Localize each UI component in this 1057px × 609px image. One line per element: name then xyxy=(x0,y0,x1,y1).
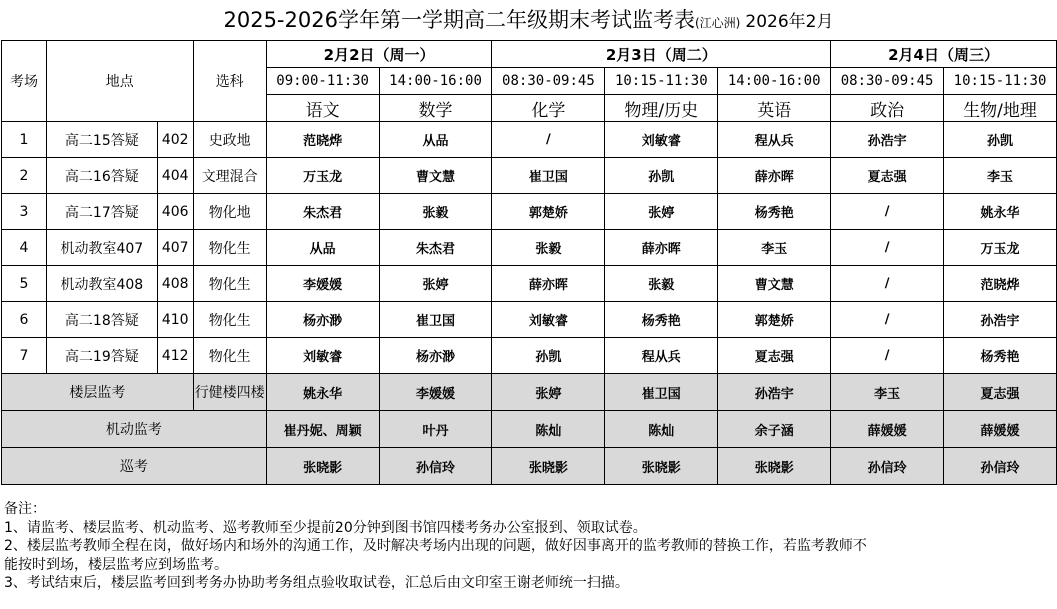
room-location: 高二16答疑 xyxy=(46,158,157,194)
invigilator-cell: 郭楚娇 xyxy=(718,302,831,338)
header-time: 14:00-16:00 xyxy=(379,68,492,95)
invigilator-cell: 朱杰君 xyxy=(379,230,492,266)
header-elective: 选科 xyxy=(193,41,266,122)
room-location: 机动教室408 xyxy=(46,266,157,302)
invigilator-cell: 崔卫国 xyxy=(492,158,605,194)
invigilator-cell: 李玉 xyxy=(944,158,1057,194)
invigilator-cell: 陈灿 xyxy=(605,411,718,448)
title-campus: (江心洲) xyxy=(694,16,741,30)
invigilator-cell: 薛亦晖 xyxy=(718,158,831,194)
invigilator-cell: 从品 xyxy=(266,230,379,266)
invigilator-cell: 刘敏睿 xyxy=(605,122,718,158)
invigilator-cell: 薛媛媛 xyxy=(831,411,944,448)
invigilator-cell: 张毅 xyxy=(605,266,718,302)
invigilator-cell: 杨秀艳 xyxy=(944,338,1057,374)
invigilator-cell: 张毅 xyxy=(492,230,605,266)
note-line: 2、楼层监考教师全程在岗，做好场内和场外的沟通工作，及时解决考场内出现的问题，做好因事离开的监考教师的替换工作，若监考教师不 xyxy=(4,538,867,554)
invigilator-cell: 孙信玲 xyxy=(831,448,944,485)
invigilator-cell: 杨亦渺 xyxy=(266,302,379,338)
table-row xyxy=(2,302,1057,338)
header-subject: 政治 xyxy=(831,95,944,122)
invigilator-cell: 李媛媛 xyxy=(266,266,379,302)
header-subject: 化学 xyxy=(492,95,605,122)
invigilator-cell: 孙浩宇 xyxy=(944,302,1057,338)
table-row xyxy=(2,338,1057,374)
header-time: 10:15-11:30 xyxy=(605,68,718,95)
invigilator-cell: 李媛媛 xyxy=(379,374,492,411)
invigilator-cell: 曹文慧 xyxy=(379,158,492,194)
invigilator-cell: / xyxy=(492,122,605,158)
page-title xyxy=(0,0,1057,40)
room-code: 402 xyxy=(157,122,193,158)
invigilator-cell: 张婷 xyxy=(492,374,605,411)
room-location: 高二17答疑 xyxy=(46,194,157,230)
notes-heading: 备注： xyxy=(4,501,46,517)
invigilator-cell: 孙凯 xyxy=(492,338,605,374)
invigilator-cell: 孙信玲 xyxy=(944,448,1057,485)
invigilator-cell: 夏志强 xyxy=(831,158,944,194)
invigilator-cell: 万玉龙 xyxy=(944,230,1057,266)
room-elective: 物化生 xyxy=(193,266,266,302)
room-code: 406 xyxy=(157,194,193,230)
invigilator-cell: 刘敏睿 xyxy=(266,338,379,374)
header-room: 考场 xyxy=(2,41,47,122)
room-elective: 物化生 xyxy=(193,230,266,266)
invigilator-cell: 张毅 xyxy=(379,194,492,230)
room-number: 5 xyxy=(2,266,47,302)
room-location: 高二19答疑 xyxy=(46,338,157,374)
room-code: 404 xyxy=(157,158,193,194)
room-elective: 史政地 xyxy=(193,122,266,158)
patrol-row xyxy=(2,448,1057,485)
room-elective: 物化地 xyxy=(193,194,266,230)
invigilator-cell: 薛媛媛 xyxy=(944,411,1057,448)
room-code: 407 xyxy=(157,230,193,266)
invigilator-cell: 程从兵 xyxy=(718,122,831,158)
room-elective: 文理混合 xyxy=(193,158,266,194)
invigilator-cell: 张晓影 xyxy=(605,448,718,485)
invigilator-cell: 孙信玲 xyxy=(379,448,492,485)
invigilator-cell: 杨秀艳 xyxy=(718,194,831,230)
header-time: 08:30-09:45 xyxy=(492,68,605,95)
room-location: 高二18答疑 xyxy=(46,302,157,338)
header-time: 10:15-11:30 xyxy=(944,68,1057,95)
header-time: 09:00-11:30 xyxy=(266,68,379,95)
invigilator-cell: 薛亦晖 xyxy=(605,230,718,266)
invigilator-cell: 余子涵 xyxy=(718,411,831,448)
notes xyxy=(4,500,1054,593)
invigilator-cell: 姚永华 xyxy=(944,194,1057,230)
mobile-label: 机动监考 xyxy=(2,411,267,448)
note-line: 1、请监考、楼层监考、机动监考、巡考教师至少提前20分钟到图书馆四楼考务办公室报到、领取试卷。 xyxy=(4,519,647,536)
mobile-supervision-row xyxy=(2,411,1057,448)
room-number: 2 xyxy=(2,158,47,194)
invigilator-cell: 从品 xyxy=(379,122,492,158)
room-code: 410 xyxy=(157,302,193,338)
invigilator-cell: 夏志强 xyxy=(718,338,831,374)
header-subject: 生物/地理 xyxy=(944,95,1057,122)
header-time: 14:00-16:00 xyxy=(718,68,831,95)
room-location: 高二15答疑 xyxy=(46,122,157,158)
table-row xyxy=(2,266,1057,302)
title-date: 2026年2月 xyxy=(745,12,834,32)
header-day-1: 2月2日（周一） xyxy=(266,41,492,68)
invigilator-cell: 杨秀艳 xyxy=(605,302,718,338)
room-code: 408 xyxy=(157,266,193,302)
invigilator-cell: / xyxy=(831,338,944,374)
invigilator-cell: / xyxy=(831,230,944,266)
invigilator-cell: 张婷 xyxy=(379,266,492,302)
room-location: 机动教室407 xyxy=(46,230,157,266)
invigilator-cell: 李玉 xyxy=(718,230,831,266)
floor-label: 楼层监考 xyxy=(2,374,194,411)
header-subject: 数学 xyxy=(379,95,492,122)
invigilator-cell: / xyxy=(831,266,944,302)
table-row xyxy=(2,158,1057,194)
invigilator-cell: 程从兵 xyxy=(605,338,718,374)
room-number: 3 xyxy=(2,194,47,230)
header-day-2: 2月3日（周二） xyxy=(492,41,831,68)
invigilator-cell: 张晓影 xyxy=(492,448,605,485)
invigilator-cell: 孙凯 xyxy=(944,122,1057,158)
invigilator-cell: 范晓烨 xyxy=(266,122,379,158)
invigilator-cell: 张婷 xyxy=(605,194,718,230)
invigilator-cell: 孙浩宇 xyxy=(718,374,831,411)
invigilator-cell: 孙浩宇 xyxy=(831,122,944,158)
invigilator-cell: 朱杰君 xyxy=(266,194,379,230)
table-row xyxy=(2,194,1057,230)
floor-supervision-row xyxy=(2,374,1057,411)
invigilator-cell: 姚永华 xyxy=(266,374,379,411)
invigilation-table xyxy=(1,40,1057,485)
room-code: 412 xyxy=(157,338,193,374)
invigilator-cell: 陈灿 xyxy=(492,411,605,448)
note-line: 能按时到场，楼层监考应到场监考。 xyxy=(4,556,228,573)
invigilator-cell: 李玉 xyxy=(831,374,944,411)
table-row xyxy=(2,230,1057,266)
invigilator-cell: / xyxy=(831,194,944,230)
floor-building: 行健楼四楼 xyxy=(193,374,266,411)
room-elective: 物化生 xyxy=(193,302,266,338)
invigilator-cell: 张晓影 xyxy=(718,448,831,485)
invigilator-cell: 郭楚娇 xyxy=(492,194,605,230)
invigilator-cell: 夏志强 xyxy=(944,374,1057,411)
invigilator-cell: 崔卫国 xyxy=(379,302,492,338)
invigilator-cell: 范晓烨 xyxy=(944,266,1057,302)
invigilator-cell: / xyxy=(831,302,944,338)
invigilator-cell: 孙凯 xyxy=(605,158,718,194)
title-main: 2025-2026学年第一学期高二年级期末考试监考表 xyxy=(223,8,695,32)
header-subject: 英语 xyxy=(718,95,831,122)
table-row xyxy=(2,122,1057,158)
header-time: 08:30-09:45 xyxy=(831,68,944,95)
header-subject: 物理/历史 xyxy=(605,95,718,122)
header-day-3: 2月4日（周三） xyxy=(831,41,1057,68)
invigilator-cell: 崔丹妮、周颖 xyxy=(266,411,379,448)
room-number: 6 xyxy=(2,302,47,338)
header-location: 地点 xyxy=(46,41,193,122)
room-number: 4 xyxy=(2,230,47,266)
invigilator-cell: 崔卫国 xyxy=(605,374,718,411)
invigilator-cell: 薛亦晖 xyxy=(492,266,605,302)
invigilator-cell: 曹文慧 xyxy=(718,266,831,302)
invigilator-cell: 张晓影 xyxy=(266,448,379,485)
invigilator-cell: 万玉龙 xyxy=(266,158,379,194)
note-line: 3、考试结束后，楼层监考回到考务办协助考务组点验收取试卷，汇总后由文印室王谢老师统一扫描。 xyxy=(4,575,629,591)
room-elective: 物化生 xyxy=(193,338,266,374)
invigilator-cell: 叶丹 xyxy=(379,411,492,448)
patrol-label: 巡考 xyxy=(2,448,267,485)
invigilator-cell: 刘敏睿 xyxy=(492,302,605,338)
room-number: 7 xyxy=(2,338,47,374)
header-subject: 语文 xyxy=(266,95,379,122)
room-number: 1 xyxy=(2,122,47,158)
invigilator-cell: 杨亦渺 xyxy=(379,338,492,374)
